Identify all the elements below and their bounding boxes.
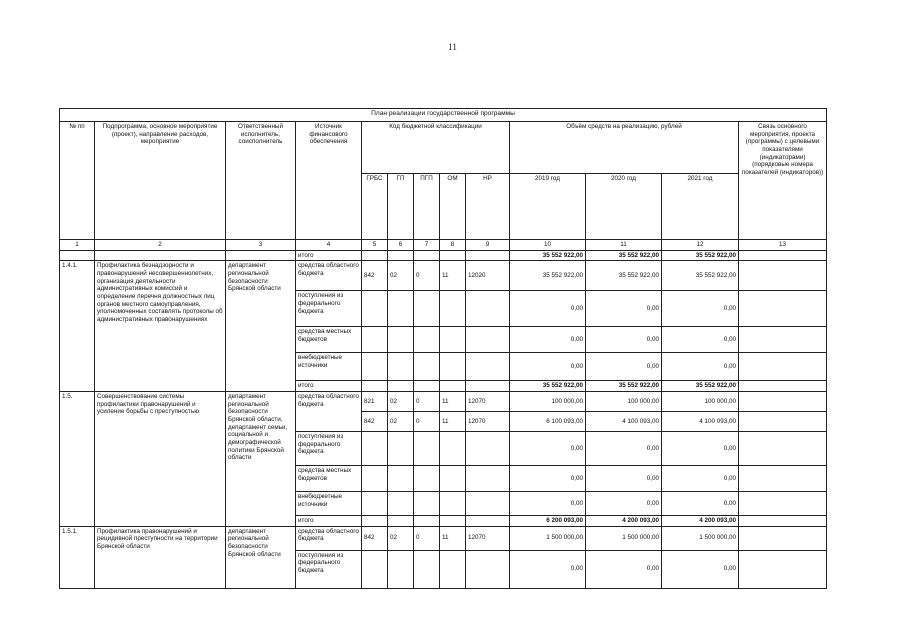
section-executor: департамент региональной безопасности Брянской области <box>226 526 296 588</box>
cell-2020: 0,00 <box>586 466 662 492</box>
section-executor: департамент региональной безопасности Брянской области, департамент семьи, социальной и демографической политики Брянской области <box>226 392 296 527</box>
cell-2021: 0,00 <box>662 353 739 381</box>
section-num: 1.5. <box>60 392 95 527</box>
cell-pgp: 0 <box>414 412 440 432</box>
header-pgp: ПГП <box>414 174 440 240</box>
cell-pgp: 0 <box>414 526 440 550</box>
cell-gp: 02 <box>388 526 414 550</box>
header-funding: Объём средств на реализацию, рублей <box>510 122 739 174</box>
header-2019: 2019 год <box>510 174 586 240</box>
page-number: 11 <box>448 42 457 52</box>
cell-2019: 1 500 000,00 <box>510 526 586 550</box>
cell-2019: 0,00 <box>510 291 586 327</box>
row-label: средства местных бюджетов <box>296 327 362 353</box>
table-row <box>60 392 827 412</box>
cell-om: 11 <box>440 412 466 432</box>
cell-2019: 35 552 922,00 <box>510 381 586 392</box>
cell-2020: 0,00 <box>586 492 662 516</box>
col-number: 13 <box>739 240 827 251</box>
cell-2020: 0,00 <box>586 432 662 466</box>
cell-2020: 4 100 093,00 <box>586 412 662 432</box>
col-number: 12 <box>662 240 739 251</box>
header-executor: Ответственный исполнитель, соисполнитель <box>226 122 296 240</box>
cell-2021: 0,00 <box>662 291 739 327</box>
row-label: итого <box>296 516 362 527</box>
row-label: средства областного бюджета <box>296 526 362 550</box>
section-num: 1.5.1. <box>60 526 95 588</box>
cell-nr: 12070 <box>466 392 510 412</box>
cell-grbs: 842 <box>362 526 388 550</box>
cell-nr: 12070 <box>466 412 510 432</box>
cell-2019: 6 200 093,00 <box>510 516 586 527</box>
cell-2021: 35 552 922,00 <box>662 381 739 392</box>
cell-pgp: 0 <box>414 392 440 412</box>
header-source: Источник финансового обеспечения <box>296 122 362 240</box>
section-name: Профилактика правонарушений и рецидивной преступности на территории Брянской области <box>95 526 226 588</box>
header-nr: НР <box>466 174 510 240</box>
table-row <box>60 526 827 550</box>
cell-2021: 4 100 093,00 <box>662 412 739 432</box>
cell-2020: 4 200 093,00 <box>586 516 662 527</box>
header-om: ОМ <box>440 174 466 240</box>
header-2021: 2021 год <box>662 174 739 240</box>
cell-gp: 02 <box>388 412 414 432</box>
row-label: итого <box>296 250 362 261</box>
cell-grbs: 821 <box>362 392 388 412</box>
row-label: итого <box>296 381 362 392</box>
row-label: средства областного бюджета <box>296 261 362 291</box>
row-label: поступления из федерального бюджета <box>296 432 362 466</box>
cell-2019: 0,00 <box>510 492 586 516</box>
col-number: 10 <box>510 240 586 251</box>
section-name: Профилактика безнадзорности и правонарушений несовершеннолетних, организация деятельности административных комиссий и определение перечня должностных лиц органов местного самоуправления, уполномоченных составлять протоколы об административных правонарушениях <box>95 261 226 392</box>
total-2019: 35 552 922,00 <box>510 250 586 261</box>
cell-2020: 100 000,00 <box>586 392 662 412</box>
row-label: внебюджетные источники <box>296 353 362 381</box>
cell-2019: 35 552 922,00 <box>510 261 586 291</box>
header-program: Подпрограмма, основное мероприятие (проект), направление расходов, мероприятие <box>95 122 226 240</box>
cell-2021: 100 000,00 <box>662 392 739 412</box>
cell-2021: 4 200 093,00 <box>662 516 739 527</box>
cell-2019: 0,00 <box>510 327 586 353</box>
cell-2021: 0,00 <box>662 492 739 516</box>
row-label: внебюджетные источники <box>296 492 362 516</box>
total-2020: 35 552 922,00 <box>586 250 662 261</box>
cell-2020: 0,00 <box>586 327 662 353</box>
cell-pgp: 0 <box>414 261 440 291</box>
col-number: 5 <box>362 240 388 251</box>
cell-gp: 02 <box>388 261 414 291</box>
cell-2020: 35 552 922,00 <box>586 381 662 392</box>
col-number: 11 <box>586 240 662 251</box>
cell-2021: 0,00 <box>662 466 739 492</box>
cell-2021: 0,00 <box>662 432 739 466</box>
section-executor: департамент региональной безопасности Брянской области <box>226 261 296 392</box>
col-number: 4 <box>296 240 362 251</box>
section-name: Совершенствование системы профилактики правонарушений и усиление борьбы с преступностью <box>95 392 226 527</box>
row-label: средства местных бюджетов <box>296 466 362 492</box>
cell-nr: 12020 <box>466 261 510 291</box>
header-budget-code: Код бюджетной классификации <box>362 122 510 174</box>
row-label: поступления из федерального бюджета <box>296 291 362 327</box>
cell-2021: 35 552 922,00 <box>662 261 739 291</box>
row-label: поступления из федерального бюджета <box>296 550 362 588</box>
total-2021: 35 552 922,00 <box>662 250 739 261</box>
header-num: № пп <box>60 122 95 240</box>
table-row <box>60 250 827 261</box>
cell-2020: 0,00 <box>586 291 662 327</box>
cell-2020: 1 500 000,00 <box>586 526 662 550</box>
column-numbers-row <box>60 240 827 251</box>
cell-2021: 0,00 <box>662 550 739 588</box>
col-number: 7 <box>414 240 440 251</box>
header-gp: ГП <box>388 174 414 240</box>
col-number: 8 <box>440 240 466 251</box>
cell-2020: 0,00 <box>586 353 662 381</box>
table-title: План реализации государственной программы <box>60 109 827 122</box>
cell-om: 11 <box>440 392 466 412</box>
col-number: 6 <box>388 240 414 251</box>
cell-grbs: 842 <box>362 412 388 432</box>
header-link: Связь основного мероприятия, проекта (программы) с целевыми показателями (индикаторами) (порядковые номера показателей (индикаторов)) <box>739 122 827 240</box>
col-number: 3 <box>226 240 296 251</box>
header-2020: 2020 год <box>586 174 662 240</box>
row-label: средства областного бюджета <box>296 392 362 432</box>
cell-2019: 6 100 093,00 <box>510 412 586 432</box>
cell-2019: 0,00 <box>510 432 586 466</box>
cell-2019: 0,00 <box>510 353 586 381</box>
cell-2021: 1 500 000,00 <box>662 526 739 550</box>
col-number: 2 <box>95 240 226 251</box>
cell-2019: 100 000,00 <box>510 392 586 412</box>
table-row <box>60 261 827 291</box>
cell-2019: 0,00 <box>510 466 586 492</box>
header-grbs: ГРБС <box>362 174 388 240</box>
cell-om: 11 <box>440 261 466 291</box>
cell-2021: 0,00 <box>662 327 739 353</box>
plan-table <box>59 108 827 589</box>
cell-gp: 02 <box>388 392 414 412</box>
col-number: 9 <box>466 240 510 251</box>
cell-2019: 0,00 <box>510 550 586 588</box>
cell-grbs: 842 <box>362 261 388 291</box>
cell-2020: 0,00 <box>586 550 662 588</box>
section-num: 1.4.1. <box>60 261 95 392</box>
cell-om: 11 <box>440 526 466 550</box>
col-number: 1 <box>60 240 95 251</box>
cell-2020: 35 552 922,00 <box>586 261 662 291</box>
cell-nr: 12070 <box>466 526 510 550</box>
